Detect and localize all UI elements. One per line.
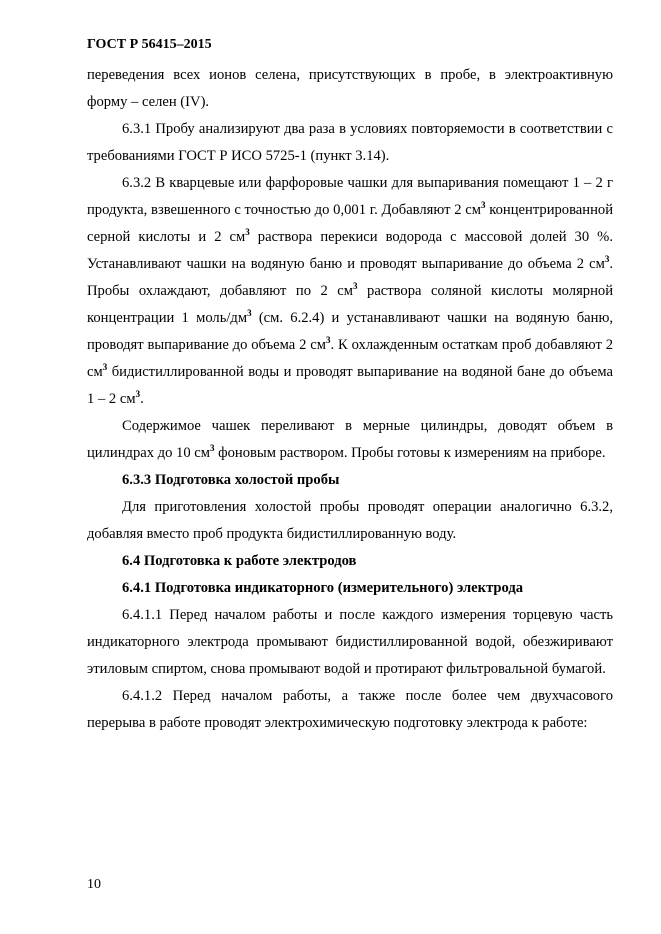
document-header: ГОСТ Р 56415–2015	[87, 37, 212, 52]
paragraph: 6.4.1.2 Перед началом работы, а также после более чем двухчасового перерыва в работе проводят электрохимическую подготовку электрода к работе:	[87, 688, 613, 731]
paragraph: 6.3.2 В кварцевые или фарфоровые чашки для выпаривания помещают 1 – 2 г продукта, взвешенного с точностью до 0,001 г. Добавляют 2 $см^3$ концентрированной серной кислоты и 2 $см^3$ раствора перекиси водорода с массовой долей 30 %. Устанавливают чашки на водяную баню и проводят выпаривание до объема 2 $см^3$. Пробы охлаждают, добавляют по 2 $см^3$ раствора соляной кислоты молярной концентрации 1 моль/$дм^3$ (см. 6.2.4) и устанавливают чашки на водяную баню, проводят выпаривание до объема 2 $см^3$. К охлажденным остаткам проб добавляют 2 $см^3$ бидистиллированной воды и проводят выпаривание на водяной бане до объема 1 – 2 $см^3$.	[87, 175, 613, 407]
section-heading: 6.3.3 Подготовка холостой пробы	[122, 472, 340, 488]
paragraph: переведения всех ионов селена, присутствующих в пробе, в электроактивную форму – селен (IV).	[87, 67, 613, 110]
document-body	[87, 62, 613, 737]
paragraph: 6.4.1.1 Перед началом работы и после каждого измерения торцевую часть индикаторного электрода промывают бидистиллированной водой, обезжиривают этиловым спиртом, снова промывают водой и протирают фильтровальной бумагой.	[87, 607, 613, 677]
paragraph: Содержимое чашек переливают в мерные цилиндры, доводят объем в цилиндрах до 10 $см^3$ фоновым раствором. Пробы готовы к измерениям на приборе.	[87, 418, 613, 461]
paragraph: 6.3.1 Пробу анализируют два раза в условиях повторяемости в соответствии с требованиями ГОСТ Р ИСО 5725-1 (пункт 3.14).	[87, 121, 613, 164]
page-number: 10	[87, 877, 101, 892]
paragraph: Для приготовления холостой пробы проводят операции аналогично 6.3.2, добавляя вместо проб продукта бидистиллированную воду.	[87, 499, 613, 542]
section-heading: 6.4 Подготовка к работе электродов	[122, 553, 357, 569]
section-heading: 6.4.1 Подготовка индикаторного (измерительного) электрода	[122, 580, 524, 596]
